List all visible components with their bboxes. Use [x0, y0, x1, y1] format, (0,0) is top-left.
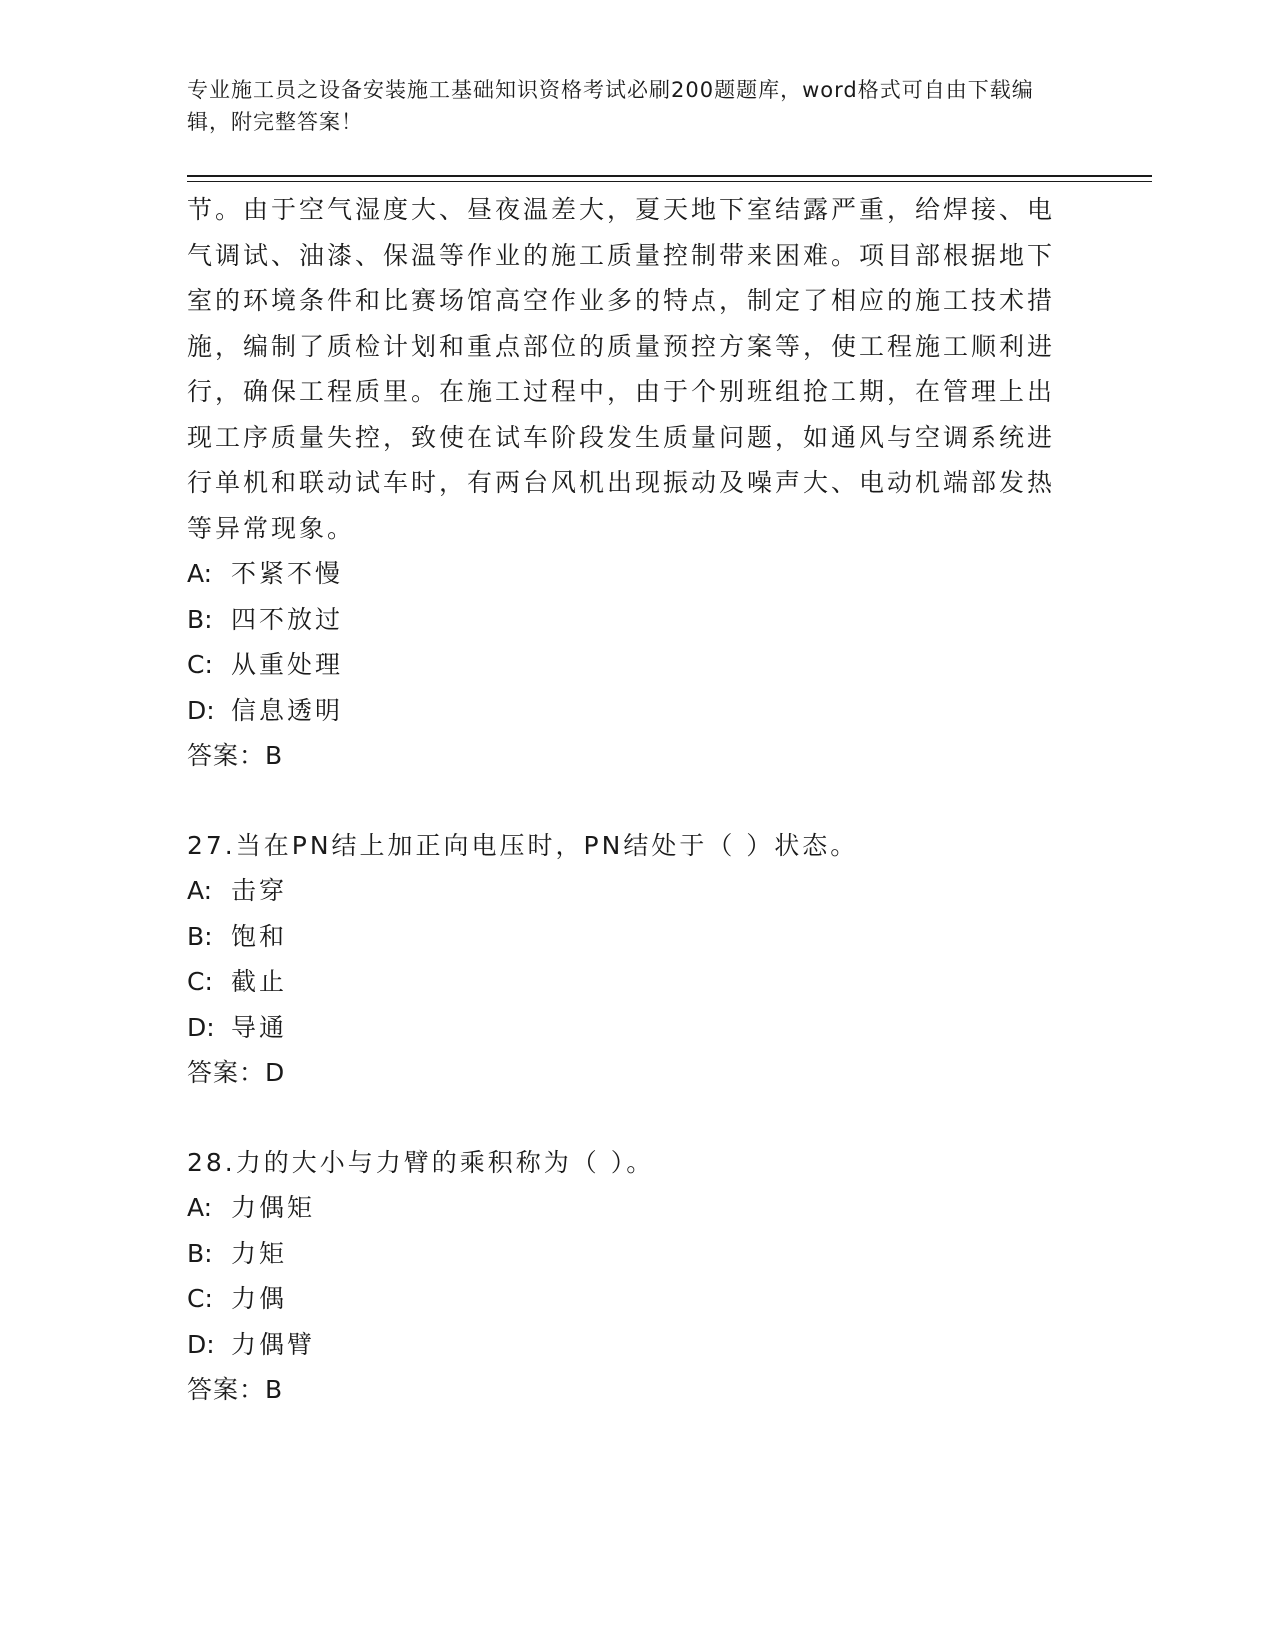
- header-rule-thick: [187, 175, 1152, 177]
- question-27: [187, 823, 1067, 1096]
- option-key: D:: [187, 1012, 215, 1042]
- question-text: 27.当在PN结上加正向电压时，PN结处于（ ）状态。: [187, 830, 859, 860]
- option-a: [187, 868, 1067, 914]
- option-text: 力偶臂: [231, 1329, 316, 1359]
- option-key: B:: [187, 1238, 213, 1268]
- option-key: B:: [187, 604, 213, 634]
- option-text: 力矩: [231, 1238, 288, 1268]
- option-c: [187, 959, 1067, 1005]
- option-text: 力偶: [231, 1284, 288, 1313]
- question-28: [187, 1140, 1067, 1413]
- option-text: 四不放过: [231, 604, 344, 634]
- spacer: [187, 779, 1067, 823]
- answer-line: 答案：B: [187, 741, 284, 770]
- question-passage: 节。由于空气湿度大、昼夜温差大，夏天地下室结露严重，给焊接、电气调试、油漆、保温等作业的施工质量控制带来困难。项目部根据地下室的环境条件和比赛场馆高空作业多的特点，制定了相应的施工技术措施，编制了质检计划和重点部位的质量预控方案等，使工程施工顺利进行，确保工程质里。在施工过程中，由于个别班组抢工期，在管理上出现工序质量失控，致使在试车阶段发生质量问题，如通风与空调系统进行单机和联动试车时，有两台风机出现振动及噪声大、电动机端部发热等异常现象。: [187, 195, 1056, 543]
- page-content: [187, 187, 1067, 1413]
- option-text: 击穿: [231, 876, 288, 905]
- option-text: 不紧不慢: [231, 559, 344, 588]
- question-text: 28.力的大小与力臂的乘积称为（ ）。: [187, 1147, 655, 1177]
- option-b: [187, 1231, 1067, 1277]
- option-d: [187, 1322, 1067, 1368]
- option-key: B:: [187, 921, 213, 951]
- answer-line: 答案：B: [187, 1375, 284, 1404]
- option-a: [187, 551, 1067, 597]
- option-a: [187, 1185, 1067, 1231]
- option-c: [187, 1276, 1067, 1322]
- header-rule-thin: [187, 181, 1152, 182]
- option-text: 导通: [231, 1012, 288, 1042]
- option-key: A:: [187, 876, 213, 905]
- answer-line: 答案：D: [187, 1058, 286, 1087]
- option-text: 饱和: [231, 921, 288, 951]
- option-key: D:: [187, 695, 215, 725]
- option-text: 力偶矩: [231, 1193, 316, 1222]
- question-26-options: [187, 551, 1067, 779]
- option-text: 从重处理: [231, 650, 344, 679]
- spacer: [187, 1096, 1067, 1140]
- option-key: A:: [187, 559, 213, 588]
- option-key: A:: [187, 1193, 213, 1222]
- option-d: [187, 688, 1067, 734]
- option-key: C:: [187, 1284, 213, 1313]
- option-key: C:: [187, 650, 213, 679]
- option-text: 截止: [231, 967, 288, 996]
- option-text: 信息透明: [231, 695, 344, 725]
- option-key: D:: [187, 1329, 215, 1359]
- option-d: [187, 1005, 1067, 1051]
- option-key: C:: [187, 967, 213, 996]
- option-b: [187, 597, 1067, 643]
- document-header: 专业施工员之设备安装施工基础知识资格考试必刷200题题库，word格式可自由下载编辑，附完整答案！: [187, 78, 1034, 134]
- option-b: [187, 914, 1067, 960]
- option-c: [187, 642, 1067, 688]
